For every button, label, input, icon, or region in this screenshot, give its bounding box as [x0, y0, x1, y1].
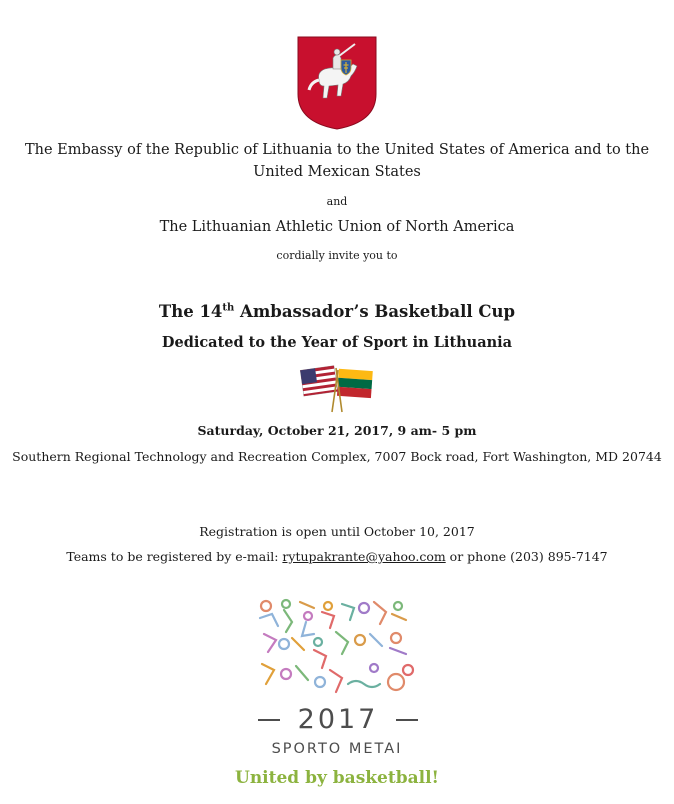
and-text: and [326, 195, 348, 208]
event-title-ordinal: th [222, 302, 235, 314]
logo-year-row [258, 704, 418, 736]
registration-prefix: Teams to be registered by e-mail: [66, 549, 283, 564]
lithuanian-flag [337, 369, 373, 398]
event-title [0, 302, 674, 321]
logo-year: 2017 [297, 704, 379, 735]
tagline: United by basketball! [235, 768, 439, 788]
event-date: Saturday, October 21, 2017, 9 am- 5 pm [197, 423, 477, 438]
crossed-flags-icon [298, 362, 378, 414]
registration-phone: or phone (203) 895-7147 [445, 549, 608, 564]
email-link[interactable]: rytupakrante@yahoo.com [282, 549, 446, 564]
us-flag [300, 366, 337, 396]
sports-pictograms-icon [256, 598, 416, 698]
logo-name: SPORTO METAI [271, 741, 403, 757]
event-venue: Southern Regional Technology and Recreation Complex, 7007 Bock road, Fort Washington, MD 20744 [12, 449, 662, 464]
event-title-prefix: The 14 [158, 302, 223, 321]
embassy-line-2: United Mexican States [253, 164, 421, 180]
right-dash [396, 719, 418, 721]
event-subtitle: Dedicated to the Year of Sport in Lithuania [161, 334, 513, 351]
athletic-union-line: The Lithuanian Athletic Union of North America [159, 219, 515, 235]
registration-deadline: Registration is open until October 10, 2017 [199, 524, 475, 539]
event-title-suffix: Ambassador’s Basketball Cup [234, 302, 516, 321]
embassy-line-1: The Embassy of the Republic of Lithuania to the United States of America and to the [24, 142, 650, 158]
registration-contact [0, 549, 674, 564]
lithuanian-coat-of-arms-icon [297, 36, 377, 130]
cordially-invite-text: cordially invite you to [276, 249, 398, 262]
